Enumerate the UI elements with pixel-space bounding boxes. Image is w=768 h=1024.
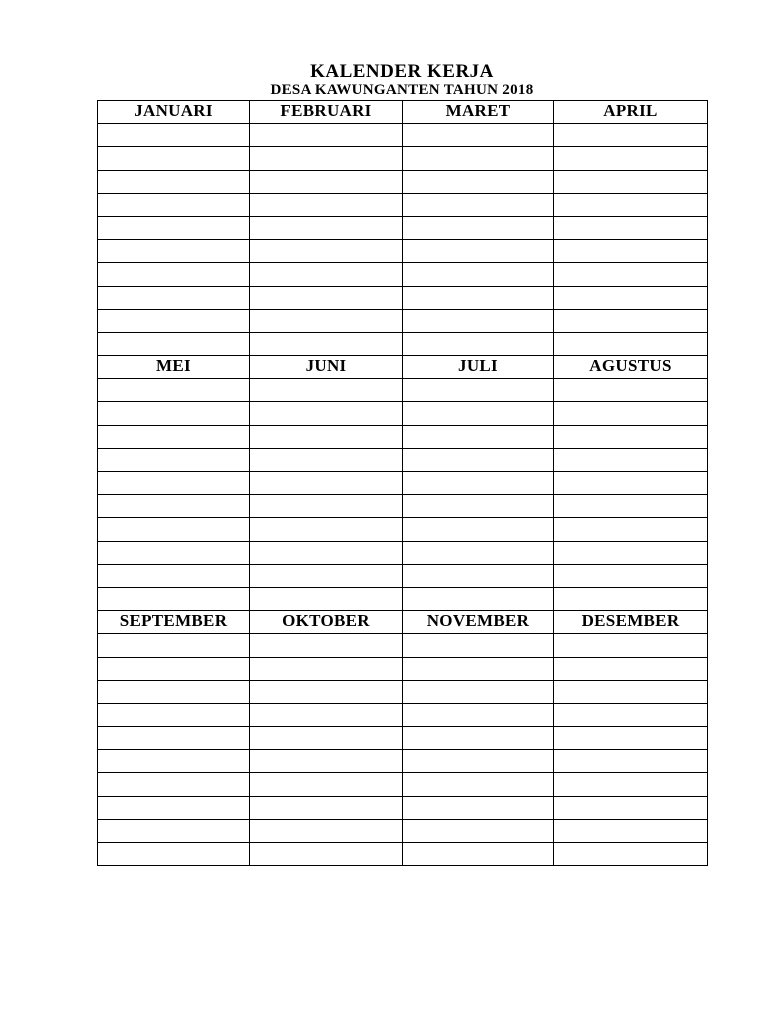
calendar-entry-cell (403, 448, 554, 471)
calendar-entry-cell (250, 495, 403, 518)
calendar-entry-row (98, 587, 708, 610)
calendar-entry-cell (250, 657, 403, 680)
calendar-entry-row (98, 843, 708, 866)
calendar-entry-row (98, 703, 708, 726)
calendar-entry-cell (554, 587, 708, 610)
calendar-entry-cell (554, 332, 708, 355)
calendar-entry-cell (403, 634, 554, 657)
calendar-entry-cell (554, 541, 708, 564)
calendar-entry-cell (98, 703, 250, 726)
calendar-entry-cell (554, 263, 708, 286)
calendar-entry-cell (98, 634, 250, 657)
calendar-entry-cell (554, 773, 708, 796)
calendar-entry-cell (98, 680, 250, 703)
calendar-entry-row (98, 332, 708, 355)
month-label-juli: JULI (403, 356, 554, 379)
calendar-entry-cell (250, 170, 403, 193)
calendar-entry-cell (250, 448, 403, 471)
calendar-entry-row (98, 240, 708, 263)
calendar-entry-cell (554, 680, 708, 703)
calendar-entry-cell (554, 170, 708, 193)
calendar-entry-cell (250, 564, 403, 587)
calendar-entry-row (98, 518, 708, 541)
month-label-desember: DESEMBER (554, 611, 708, 634)
calendar-entry-row (98, 309, 708, 332)
calendar-entry-cell (250, 216, 403, 239)
calendar-entry-cell (250, 727, 403, 750)
calendar-entry-cell (403, 796, 554, 819)
calendar-entry-cell (98, 773, 250, 796)
calendar-entry-cell (250, 680, 403, 703)
calendar-entry-cell (98, 657, 250, 680)
calendar-entry-cell (98, 819, 250, 842)
calendar-entry-cell (403, 402, 554, 425)
calendar-entry-cell (403, 703, 554, 726)
calendar-entry-cell (554, 819, 708, 842)
month-label-juni: JUNI (250, 356, 403, 379)
calendar-entry-row (98, 727, 708, 750)
calendar-entry-row (98, 402, 708, 425)
calendar-entry-cell (250, 472, 403, 495)
month-label-maret: MARET (403, 101, 554, 124)
calendar-entry-cell (554, 518, 708, 541)
calendar-entry-cell (98, 541, 250, 564)
calendar-entry-cell (403, 263, 554, 286)
calendar-entry-cell (98, 193, 250, 216)
calendar-entry-cell (554, 425, 708, 448)
calendar-entry-cell (554, 564, 708, 587)
calendar-entry-row (98, 170, 708, 193)
calendar-entry-cell (98, 240, 250, 263)
calendar-entry-row (98, 495, 708, 518)
calendar-entry-row (98, 193, 708, 216)
calendar-entry-cell (250, 124, 403, 147)
calendar-entry-cell (554, 448, 708, 471)
calendar-entry-cell (250, 819, 403, 842)
calendar-entry-cell (98, 448, 250, 471)
calendar-entry-cell (98, 216, 250, 239)
calendar-entry-cell (250, 332, 403, 355)
calendar-entry-cell (403, 124, 554, 147)
calendar-entry-cell (98, 309, 250, 332)
calendar-entry-cell (403, 680, 554, 703)
calendar-entry-cell (250, 796, 403, 819)
calendar-entry-cell (403, 657, 554, 680)
calendar-entry-cell (250, 541, 403, 564)
calendar-entry-cell (98, 332, 250, 355)
calendar-entry-cell (554, 727, 708, 750)
calendar-entry-cell (403, 843, 554, 866)
calendar-entry-row (98, 147, 708, 170)
calendar-entry-cell (403, 379, 554, 402)
calendar-entry-row (98, 564, 708, 587)
calendar-entry-cell (403, 286, 554, 309)
calendar-entry-cell (250, 240, 403, 263)
calendar-entry-cell (98, 518, 250, 541)
calendar-entry-cell (554, 193, 708, 216)
calendar-entry-cell (98, 379, 250, 402)
calendar-entry-cell (250, 402, 403, 425)
calendar-entry-cell (98, 796, 250, 819)
calendar-entry-cell (554, 309, 708, 332)
calendar-entry-cell (554, 657, 708, 680)
calendar-entry-cell (554, 634, 708, 657)
calendar-entry-row (98, 634, 708, 657)
calendar-entry-row (98, 379, 708, 402)
calendar-entry-cell (250, 193, 403, 216)
calendar-entry-cell (403, 147, 554, 170)
calendar-entry-cell (250, 773, 403, 796)
calendar-entry-cell (403, 750, 554, 773)
calendar-entry-cell (554, 796, 708, 819)
month-header-row (98, 356, 708, 379)
calendar-entry-row (98, 472, 708, 495)
calendar-entry-cell (403, 309, 554, 332)
calendar-entry-cell (98, 147, 250, 170)
calendar-entry-cell (403, 541, 554, 564)
month-label-september: SEPTEMBER (98, 611, 250, 634)
calendar-entry-cell (98, 425, 250, 448)
calendar-entry-cell (98, 263, 250, 286)
calendar-entry-cell (554, 750, 708, 773)
month-label-april: APRIL (554, 101, 708, 124)
calendar-entry-cell (250, 587, 403, 610)
calendar-entry-cell (250, 379, 403, 402)
calendar-entry-cell (98, 286, 250, 309)
calendar-entry-cell (554, 240, 708, 263)
calendar-entry-cell (554, 703, 708, 726)
calendar-entry-cell (554, 495, 708, 518)
calendar-entry-row (98, 819, 708, 842)
calendar-entry-cell (98, 564, 250, 587)
calendar-entry-cell (250, 425, 403, 448)
calendar-entry-cell (403, 727, 554, 750)
calendar-entry-cell (98, 843, 250, 866)
calendar-entry-cell (98, 727, 250, 750)
month-header-row (98, 101, 708, 124)
calendar-entry-cell (98, 472, 250, 495)
calendar-entry-cell (403, 425, 554, 448)
calendar-entry-row (98, 750, 708, 773)
calendar-entry-cell (250, 263, 403, 286)
document-subtitle: DESA KAWUNGANTEN TAHUN 2018 (270, 82, 534, 98)
calendar-entry-cell (554, 843, 708, 866)
month-header-row (98, 611, 708, 634)
calendar-entry-cell (403, 819, 554, 842)
calendar-entry-cell (403, 193, 554, 216)
month-label-mei: MEI (98, 356, 250, 379)
calendar-entry-cell (98, 750, 250, 773)
calendar-entry-row (98, 286, 708, 309)
calendar-entry-cell (554, 286, 708, 309)
calendar-entry-cell (98, 402, 250, 425)
calendar-entry-cell (98, 495, 250, 518)
calendar-entry-cell (403, 472, 554, 495)
calendar-entry-row (98, 796, 708, 819)
calendar-entry-cell (98, 170, 250, 193)
calendar-entry-cell (403, 773, 554, 796)
calendar-entry-cell (403, 332, 554, 355)
calendar-entry-row (98, 657, 708, 680)
calendar-entry-cell (250, 843, 403, 866)
calendar-entry-cell (250, 147, 403, 170)
calendar-table (97, 100, 708, 866)
month-label-februari: FEBRUARI (250, 101, 403, 124)
calendar-entry-cell (403, 170, 554, 193)
calendar-entry-cell (403, 216, 554, 239)
calendar-entry-cell (403, 495, 554, 518)
calendar-entry-row (98, 773, 708, 796)
calendar-entry-cell (250, 703, 403, 726)
calendar-entry-cell (250, 309, 403, 332)
calendar-entry-row (98, 425, 708, 448)
calendar-entry-cell (554, 402, 708, 425)
calendar-entry-cell (403, 587, 554, 610)
calendar-entry-cell (98, 124, 250, 147)
calendar-entry-cell (554, 216, 708, 239)
calendar-entry-cell (403, 564, 554, 587)
calendar-entry-cell (554, 379, 708, 402)
month-label-januari: JANUARI (98, 101, 250, 124)
calendar-entry-cell (250, 750, 403, 773)
calendar-entry-row (98, 124, 708, 147)
calendar-entry-cell (554, 124, 708, 147)
calendar-entry-row (98, 448, 708, 471)
calendar-entry-row (98, 263, 708, 286)
calendar-entry-cell (250, 634, 403, 657)
document-title: KALENDER KERJA (310, 61, 494, 82)
month-label-november: NOVEMBER (403, 611, 554, 634)
calendar-entry-cell (250, 518, 403, 541)
calendar-entry-cell (98, 587, 250, 610)
calendar-entry-cell (554, 147, 708, 170)
calendar-entry-row (98, 541, 708, 564)
calendar-entry-cell (554, 472, 708, 495)
calendar-entry-row (98, 680, 708, 703)
calendar-entry-row (98, 216, 708, 239)
calendar-entry-cell (403, 518, 554, 541)
calendar-entry-cell (403, 240, 554, 263)
month-label-oktober: OKTOBER (250, 611, 403, 634)
calendar-entry-cell (250, 286, 403, 309)
month-label-agustus: AGUSTUS (554, 356, 708, 379)
